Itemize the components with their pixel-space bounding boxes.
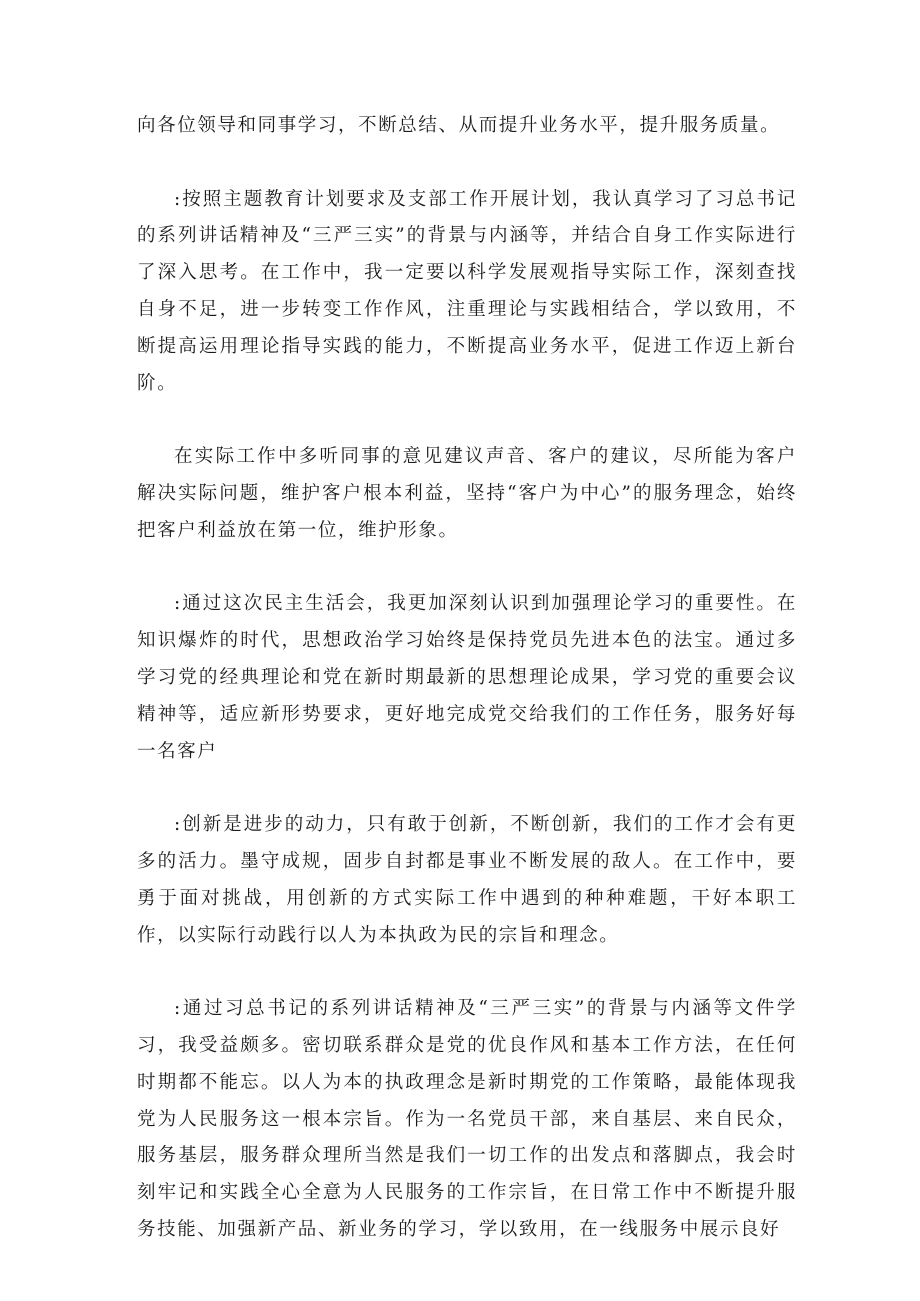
document-body — [137, 108, 797, 1286]
paragraph-5: :创新是进步的动力，只有敢于创新，不断创新，我们的工作才会有更多的活力。墨守成规，固步自封都是事业不断发展的敌人。在工作中，要勇于面对挑战，用创新的方式实际工作中遇到的种种难题，干好本职工作，以实际行动践行以人为本执政为民的宗旨和理念。 — [137, 814, 797, 946]
paragraph-4: :通过这次民主生活会，我更加深刻认识到加强理论学习的重要性。在知识爆炸的时代，思想政治学习始终是保持党员先进本色的法宝。通过多学习党的经典理论和党在新时期最新的思想理论成果，学习党的重要会议精神等，适应新形势要求，更好地完成党交给我们的工作任务，服务好每一名客户 — [137, 593, 797, 762]
paragraph-6: :通过习总书记的系列讲话精神及“三严三实”的背景与内涵等文件学习，我受益颇多。密切联系群众是党的优良作风和基本工作方法，在任何时期都不能忘。以人为本的执政理念是新时期党的工作策略，最能体现我党为人民服务这一根本宗旨。作为一名党员干部，来自基层、来自民众，服务基层，服务群众理所当然是我们一切工作的出发点和落脚点，我会时刻牢记和实践全心全意为人民服务的工作宗旨，在日常工作中不断提升服务技能、加强新产品、新业务的学习，学以致用，在一线服务中展示良好 — [137, 998, 797, 1240]
paragraph-3: 在实际工作中多听同事的意见建议声音、客户的建议，尽所能为客户解决实际问题，维护客户根本利益，坚持“客户为中心”的服务理念，始终把客户利益放在第一位，维护形象。 — [137, 446, 797, 541]
paragraph-2: :按照主题教育计划要求及支部工作开展计划，我认真学习了习总书记的系列讲话精神及“三严三实”的背景与内涵等，并结合自身工作实际进行了深入思考。在工作中，我一定要以科学发展观指导实际工作，深刻查找自身不足，进一步转变工作作风，注重理论与实践相结合，学以致用，不断提高运用理论指导实践的能力，不断提高业务水平，促进工作迈上新台阶。 — [137, 188, 797, 394]
paragraph-1: 向各位领导和同事学习，不断总结、从而提升业务水平，提升服务质量。 — [137, 115, 781, 136]
